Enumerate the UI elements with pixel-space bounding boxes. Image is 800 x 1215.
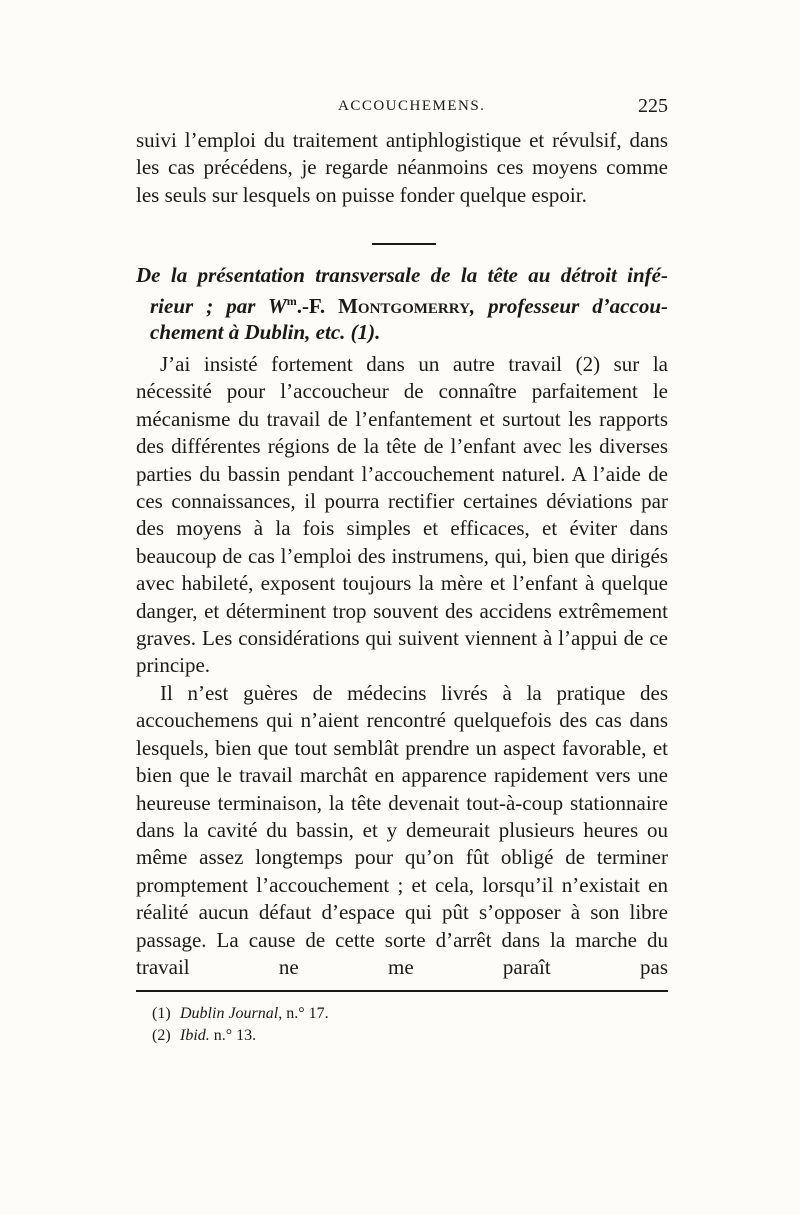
body-paragraph-2: Il n’est guères de médecins livrés à la pratique des accouchemens qui n’aient rencontré quelquefois des cas dans lesquels, bien que tout semblât prendre un aspect favorable, et bien que le travail marchât en apparence rapidement vers une heureuse terminaison, la tête devenait tout-à-coup stationnaire dans la cavité du bassin, et y demeurait plusieurs heures ou même assez longtemps pour qu’on fût obligé de terminer promptement l’accouchement ; et cela, lorsqu’il n’existait en réalité aucun défaut d’espace qui pût s’opposer à son libre passage. La cause de cette sorte d’arrêt dans la marche du travail ne me paraît pas xyxy=(136,680,668,979)
footnote-divider xyxy=(136,990,668,992)
article-title-line-1: De la présentation transversale de la tête au détroit infé- xyxy=(136,263,668,287)
footnote-1 xyxy=(152,1003,329,1025)
title-initial: .-F. xyxy=(296,294,339,318)
continuation-text: suivi l’emploi du traitement antiphlogistique et révulsif, dans les cas précédens, je regarde néanmoins ces moyens comme les seuls sur lesquels on puisse fonder quelque espoir. xyxy=(136,128,668,207)
footnote-mark: (1) xyxy=(152,1005,171,1022)
running-title: ACCOUCHEMENS. xyxy=(338,98,486,114)
title-superscript: m xyxy=(286,294,297,308)
footnote-2 xyxy=(152,1025,329,1047)
section-divider xyxy=(372,243,436,245)
body-paragraph-1: J’ai insisté fortement dans un autre travail (2) sur la nécessité pour l’accoucheur de connaître parfaitement le mécanisme du travail de l’enfantement et surtout les rapports des différentes régions de la tête de l’enfant avec les diverses parties du bassin pendant l’accouchement naturel. A l’aide de ces connaissances, il pourra rectifier certaines déviations par des moyens à la fois simples et efficaces, et éviter dans beaucoup de cas l’emploi des instrumens, qui, bien que dirigés avec habileté, exposent toujours la mère et l’enfant à quelque danger, et déterminent trop souvent des accidens extrêmement graves. Les considérations qui suivent viennent à l’appui de ce principe. xyxy=(136,352,668,678)
footnote-reference: , n.° 17. xyxy=(278,1005,329,1022)
footnotes xyxy=(152,1003,329,1047)
footnote-reference: n.° 13. xyxy=(209,1027,257,1044)
article-title-line-2 xyxy=(136,288,668,319)
article-title xyxy=(136,262,668,345)
page-number: 225 xyxy=(638,95,668,117)
footnote-source: Ibid. xyxy=(180,1027,210,1044)
article-body xyxy=(136,351,668,981)
continuation-paragraph xyxy=(136,127,668,209)
title-byline-prefix: rieur ; par W xyxy=(150,294,287,318)
title-affiliation: , professeur d’accou- xyxy=(469,294,668,318)
article-title-line-3: chement à Dublin, etc. (1). xyxy=(150,320,381,344)
page-header xyxy=(140,95,668,118)
footnote-mark: (2) xyxy=(152,1027,171,1044)
footnote-source: Dublin Journal xyxy=(180,1005,279,1022)
author-name: Montgomerry xyxy=(338,294,470,318)
